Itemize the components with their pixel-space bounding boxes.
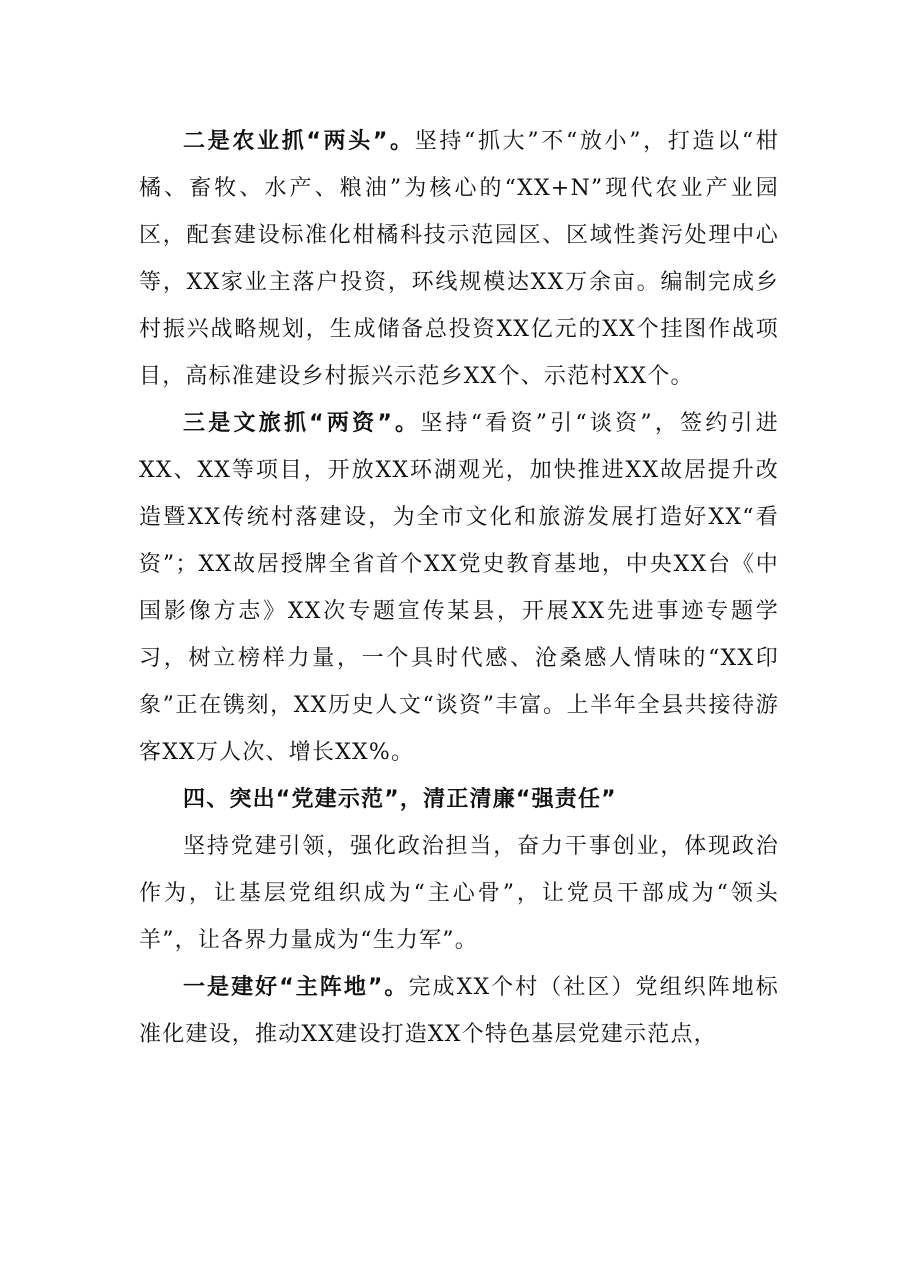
document-body (139, 118, 779, 1058)
paragraph-lead: 二是农业抓“两头”。 (183, 129, 415, 154)
paragraph-text: 完成XX个村（社区）党组织阵地标准化建设，推动XX建设打造XX个特色基层党建示范点， (139, 975, 779, 1047)
section-heading: 四、突出“党建示范”，清正清廉“强责任” (183, 787, 617, 812)
paragraph-culture-tourism (139, 400, 779, 776)
paragraph-text: 坚持“抓大”不“放小”，打造以“柑橘、畜牧、水产、粮油”为核心的“XX+N”现代农业产业园区，配套建设标准化柑橘科技示范园区、区域性粪污处理中心等，XX家业主落户投资，环线规模达XX万余亩。编制完成乡村振兴战略规划，生成储备总投资XX亿元的XX个挂图作战项目，高标准建设乡村振兴示范乡XX个、示范村XX个。 (139, 129, 779, 389)
section-intro-paragraph: 坚持党建引领，强化政治担当，奋力干事创业，体现政治作为，让基层党组织成为“主心骨”，让党员干部成为“领头羊”，让各界力量成为“生力军”。 (139, 834, 779, 953)
paragraph-agriculture (139, 118, 779, 400)
paragraph-lead: 一是建好“主阵地”。 (183, 975, 409, 1000)
paragraph-lead: 三是文旅抓“两资”。 (183, 411, 421, 436)
paragraph-text: 坚持“看资”引“谈资”，签约引进XX、XX等项目，开放XX环湖观光，加快推进XX故居提升改造暨XX传统村落建设，为全市文化和旅游发展打造好XX“看资”；XX故居授牌全省首个XX党史教育基地，中央XX台《中国影像方志》XX次专题宣传某县，开展XX先进事迹专题学习，树立榜样力量，一个具时代感、沧桑感人情味的“XX印象”正在镌刻，XX历史人文“谈资”丰富。上半年全县共接待游客XX万人次、增长XX%。 (139, 411, 779, 765)
paragraph-position (139, 964, 779, 1058)
